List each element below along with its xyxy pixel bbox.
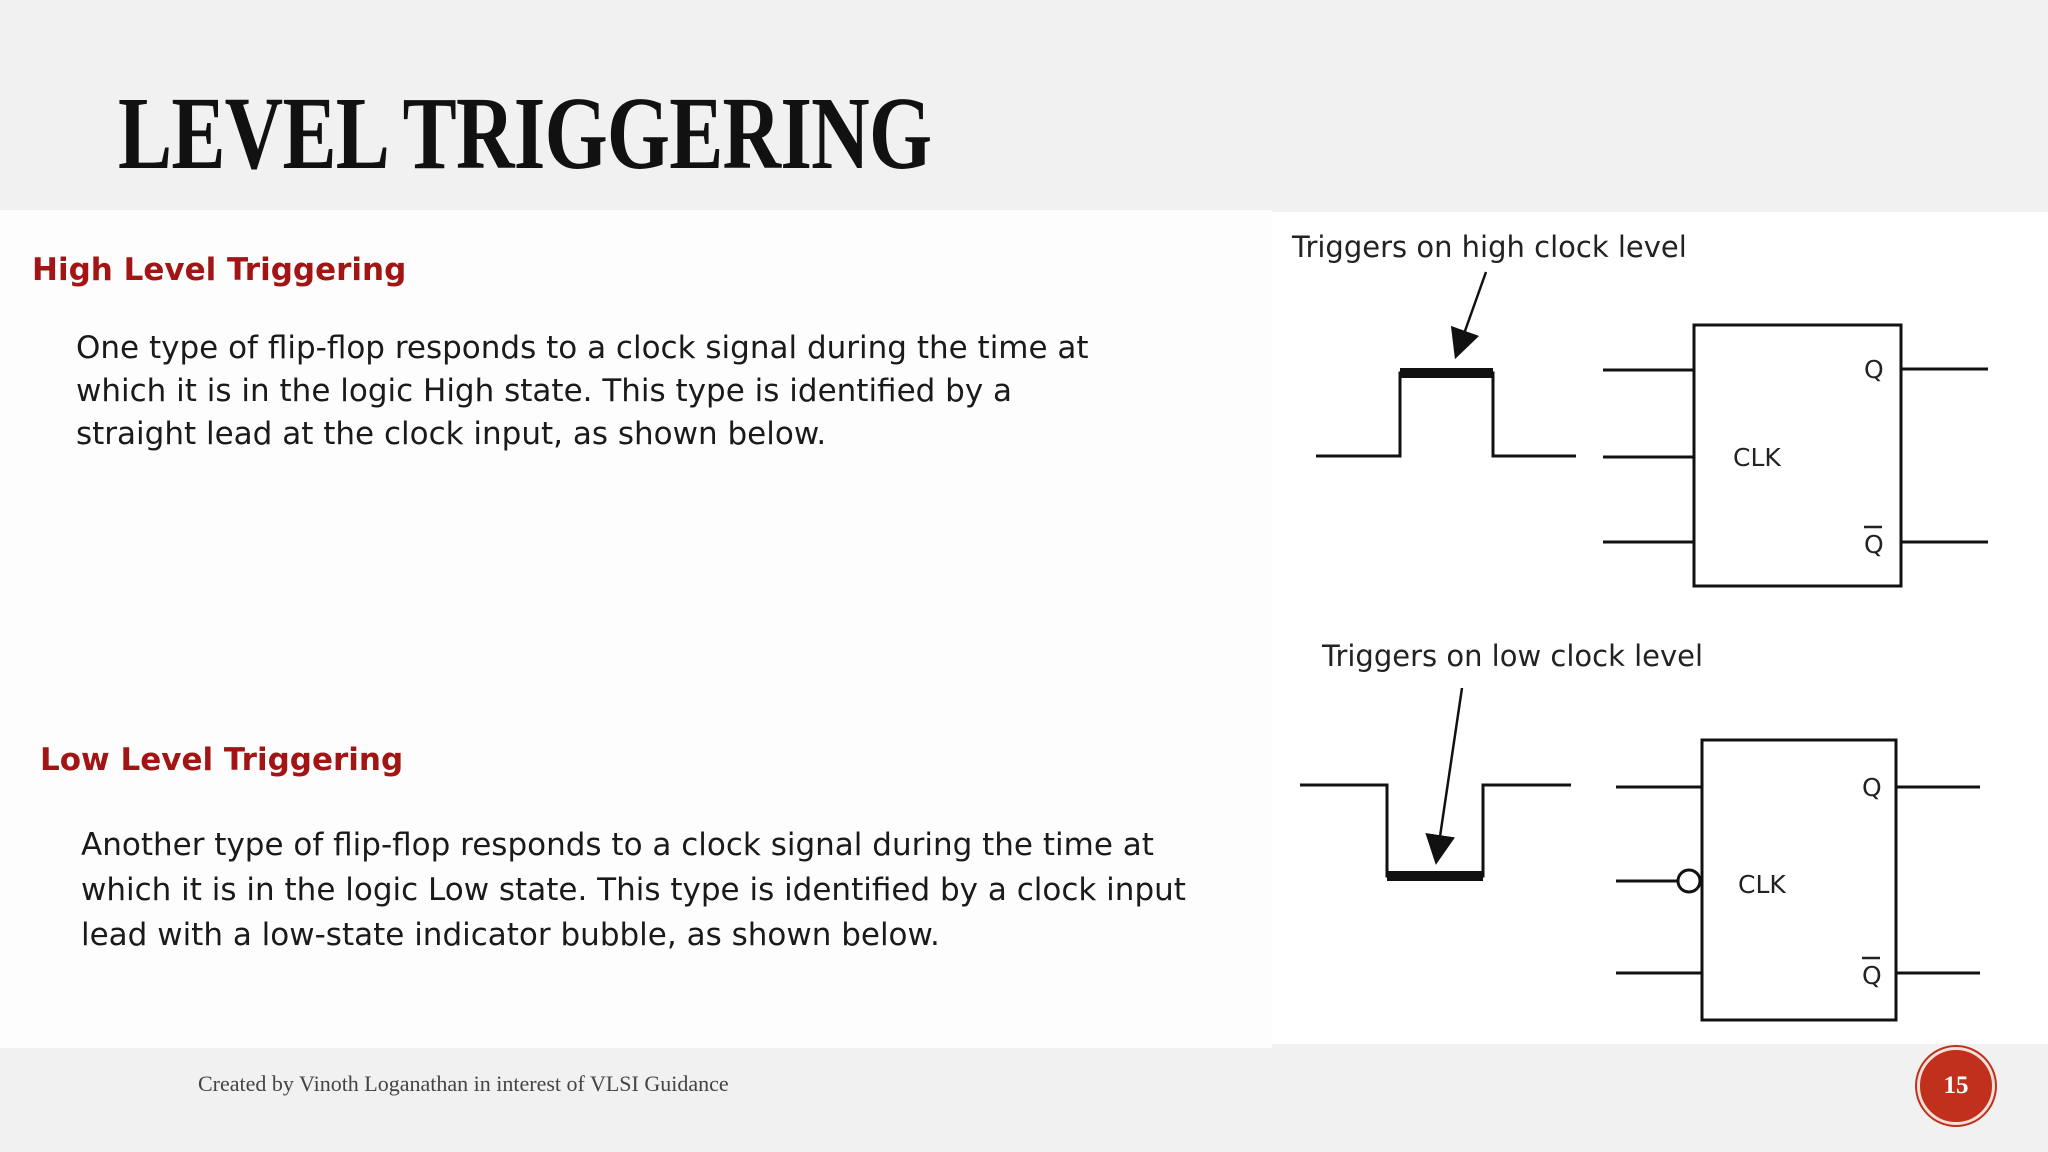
high-description-line: One type of flip-flop responds to a clock signal during the time at (76, 330, 1089, 366)
low-level-heading: Low Level Triggering (40, 742, 404, 778)
high-level-heading: High Level Triggering (32, 252, 407, 288)
high-flip-flop-block (1603, 325, 1988, 586)
high-q-label: Q (1864, 355, 1884, 384)
low-clk-label: CLK (1738, 870, 1786, 899)
high-description-line: straight lead at the clock input, as shown below. (76, 416, 827, 452)
high-trigger-caption: Triggers on high clock level (1292, 230, 1687, 264)
slide-title: LEVEL TRIGGERING (118, 76, 932, 191)
low-description-line: lead with a low-state indicator bubble, as shown below. (81, 917, 940, 953)
low-clock-waveform (1300, 785, 1571, 876)
high-qbar-label: Q (1864, 530, 1884, 559)
high-clk-label: CLK (1733, 443, 1781, 472)
low-trigger-caption: Triggers on low clock level (1322, 639, 1704, 673)
low-flip-flop-block (1616, 740, 1980, 1020)
low-state-bubble-icon (1678, 870, 1700, 892)
low-trigger-arrow (1438, 688, 1462, 850)
high-description-line: which it is in the logic High state. This type is identified by a (76, 373, 1013, 409)
low-qbar-label: Q (1862, 961, 1882, 990)
high-clock-waveform (1316, 373, 1576, 456)
low-description-line: Another type of flip-flop responds to a clock signal during the time at (81, 827, 1154, 863)
low-description-line: which it is in the logic Low state. This type is identified by a clock input (81, 872, 1186, 908)
footer-credit: Created by Vinoth Loganathan in interest of VLSI Guidance (198, 1071, 729, 1096)
page-number-badge: 15 (1917, 1047, 1995, 1125)
low-q-label: Q (1862, 773, 1882, 802)
high-trigger-arrow (1460, 272, 1486, 345)
